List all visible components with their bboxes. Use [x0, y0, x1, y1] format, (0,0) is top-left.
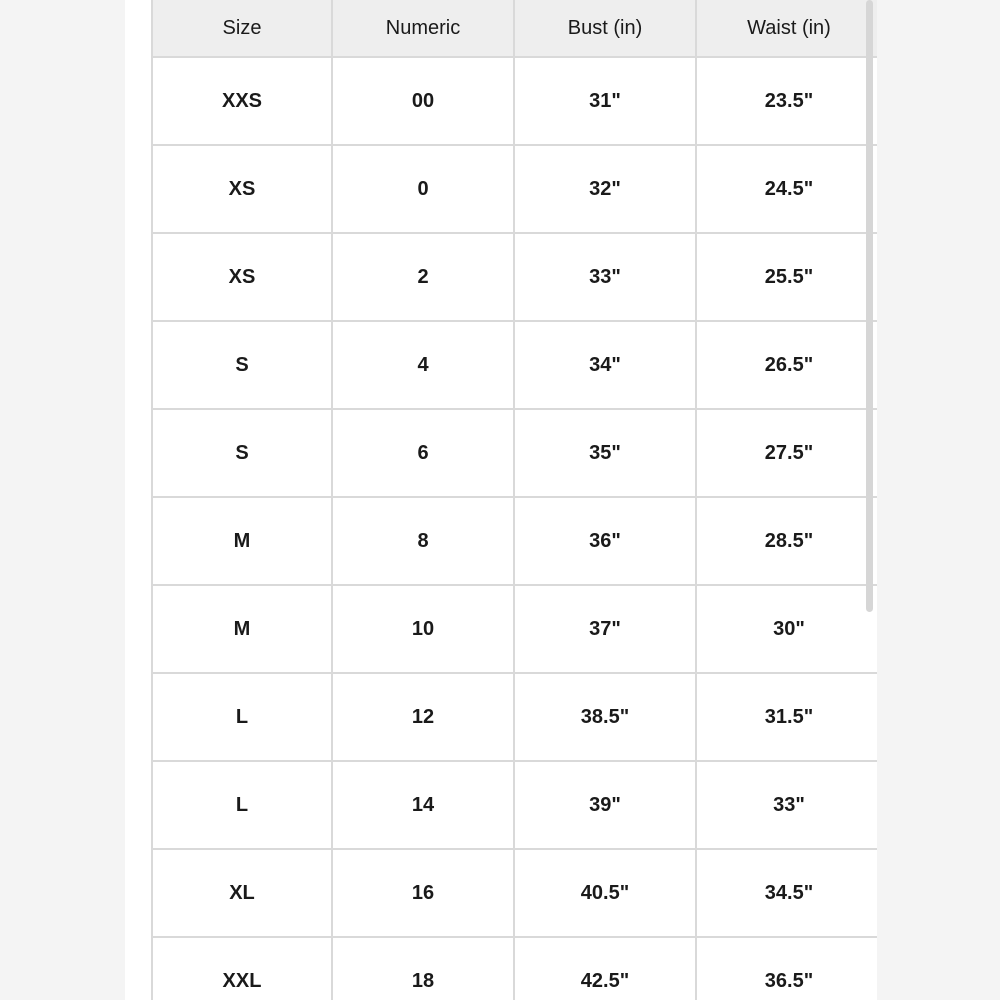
- cell-waist: 33": [696, 761, 877, 849]
- table-row: [152, 673, 877, 761]
- cell-numeric: 10: [332, 585, 514, 673]
- cell-numeric: 8: [332, 497, 514, 585]
- cell-waist: 23.5": [696, 57, 877, 145]
- cell-waist: 31.5": [696, 673, 877, 761]
- table-header-row: [152, 0, 877, 57]
- table-row: [152, 937, 877, 1000]
- cell-size: XL: [152, 849, 332, 937]
- cell-size: XS: [152, 145, 332, 233]
- size-chart-table: [151, 0, 877, 1000]
- cell-size: XXL: [152, 937, 332, 1000]
- table-row: [152, 761, 877, 849]
- table-row: [152, 145, 877, 233]
- cell-size: L: [152, 673, 332, 761]
- cell-numeric: 14: [332, 761, 514, 849]
- column-header-waist: Waist (in): [696, 0, 877, 57]
- cell-bust: 37": [514, 585, 696, 673]
- cell-bust: 35": [514, 409, 696, 497]
- cell-numeric: 0: [332, 145, 514, 233]
- table-row: [152, 321, 877, 409]
- cell-size: M: [152, 585, 332, 673]
- cell-bust: 31": [514, 57, 696, 145]
- cell-size: S: [152, 321, 332, 409]
- cell-numeric: 6: [332, 409, 514, 497]
- cell-waist: 34.5": [696, 849, 877, 937]
- cell-waist: 27.5": [696, 409, 877, 497]
- scrollbar-thumb[interactable]: [866, 0, 873, 612]
- cell-numeric: 00: [332, 57, 514, 145]
- cell-numeric: 4: [332, 321, 514, 409]
- cell-waist: 24.5": [696, 145, 877, 233]
- cell-numeric: 2: [332, 233, 514, 321]
- cell-bust: 38.5": [514, 673, 696, 761]
- cell-size: S: [152, 409, 332, 497]
- size-chart-panel: [125, 0, 877, 1000]
- cell-size: M: [152, 497, 332, 585]
- cell-size: L: [152, 761, 332, 849]
- table-row: [152, 57, 877, 145]
- cell-size: XS: [152, 233, 332, 321]
- cell-bust: 39": [514, 761, 696, 849]
- cell-size: XXS: [152, 57, 332, 145]
- cell-bust: 34": [514, 321, 696, 409]
- cell-bust: 36": [514, 497, 696, 585]
- cell-waist: 28.5": [696, 497, 877, 585]
- table-row: [152, 497, 877, 585]
- column-header-size: Size: [152, 0, 332, 57]
- column-header-bust: Bust (in): [514, 0, 696, 57]
- cell-waist: 25.5": [696, 233, 877, 321]
- cell-bust: 40.5": [514, 849, 696, 937]
- cell-bust: 33": [514, 233, 696, 321]
- cell-waist: 30": [696, 585, 877, 673]
- table-row: [152, 409, 877, 497]
- cell-waist: 26.5": [696, 321, 877, 409]
- cell-bust: 32": [514, 145, 696, 233]
- cell-numeric: 18: [332, 937, 514, 1000]
- table-row: [152, 585, 877, 673]
- table-row: [152, 849, 877, 937]
- cell-numeric: 16: [332, 849, 514, 937]
- table-row: [152, 233, 877, 321]
- cell-bust: 42.5": [514, 937, 696, 1000]
- cell-numeric: 12: [332, 673, 514, 761]
- column-header-numeric: Numeric: [332, 0, 514, 57]
- cell-waist: 36.5": [696, 937, 877, 1000]
